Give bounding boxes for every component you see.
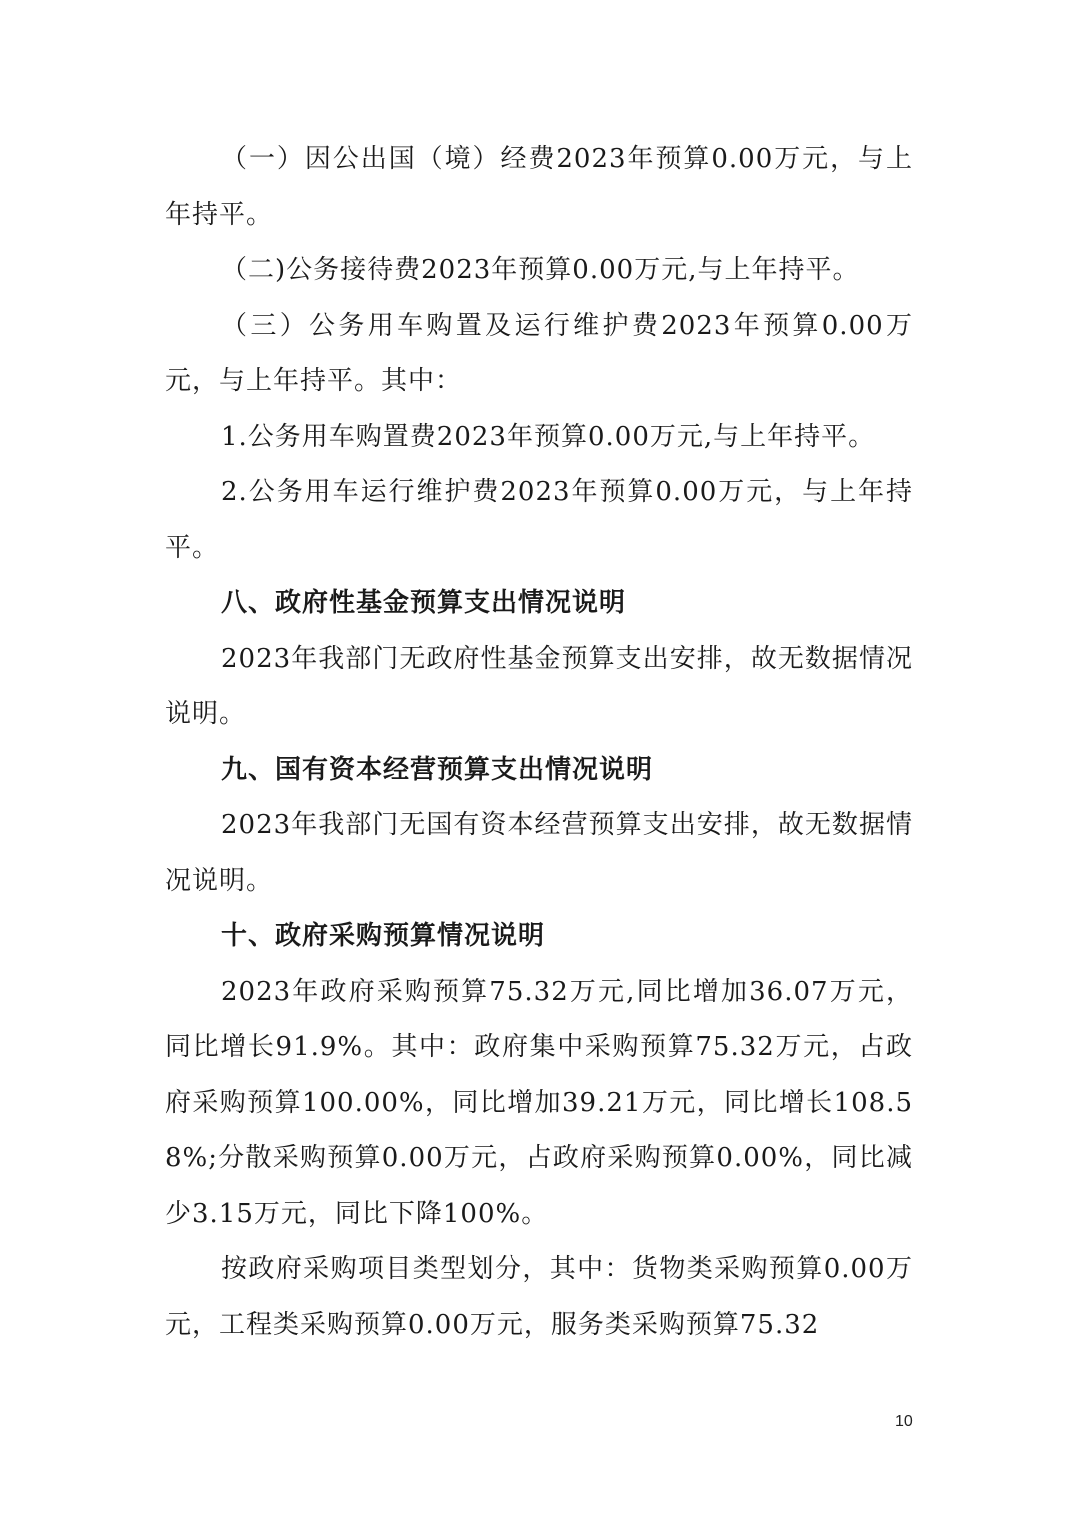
section-heading-state-capital: 九、国有资本经营预算支出情况说明 bbox=[221, 754, 654, 785]
paragraph-overseas-travel: （一）因公出国（境）经费2023年预算0.00万元，与上年持平。 bbox=[165, 144, 913, 230]
section-heading-government-fund: 八、政府性基金预算支出情况说明 bbox=[221, 588, 627, 618]
paragraph-reception-fee: （二)公务接待费2023年预算0.00万元,与上年持平。 bbox=[221, 255, 860, 285]
paragraph-vehicle-fee: （三）公务用车购置及运行维护费2023年预算0.00万元，与上年持平。其中： bbox=[165, 310, 913, 396]
paragraph-vehicle-maintenance: 2.公务用车运行维护费2023年预算0.00万元，与上年持平。 bbox=[165, 477, 913, 563]
page-number: 10 bbox=[895, 1413, 913, 1430]
paragraph-state-capital: 2023年我部门无国有资本经营预算支出安排，故无数据情况说明。 bbox=[165, 810, 913, 896]
section-heading-procurement: 十、政府采购预算情况说明 bbox=[221, 921, 546, 951]
paragraph-vehicle-purchase: 1.公务用车购置费2023年预算0.00万元,与上年持平。 bbox=[221, 421, 876, 452]
paragraph-government-fund: 2023年我部门无政府性基金预算支出安排，故无数据情况说明。 bbox=[165, 643, 913, 729]
document-body bbox=[165, 132, 913, 1353]
paragraph-procurement-summary: 2023年政府采购预算75.32万元,同比增加36.07万元，同比增长91.9%。其中：政府集中采购预算75.32万元，占政府采购预算100.00%，同比增加39.21万元，同比增长108.58%;分散采购预算0.00万元，占政府采购预算0.00%，同比减少3.15万元，同比下降100%。 bbox=[165, 976, 913, 1229]
paragraph-procurement-types: 按政府采购项目类型划分，其中：货物类采购预算0.00万元，工程类采购预算0.00万元，服务类采购预算75.32 bbox=[165, 1254, 913, 1340]
